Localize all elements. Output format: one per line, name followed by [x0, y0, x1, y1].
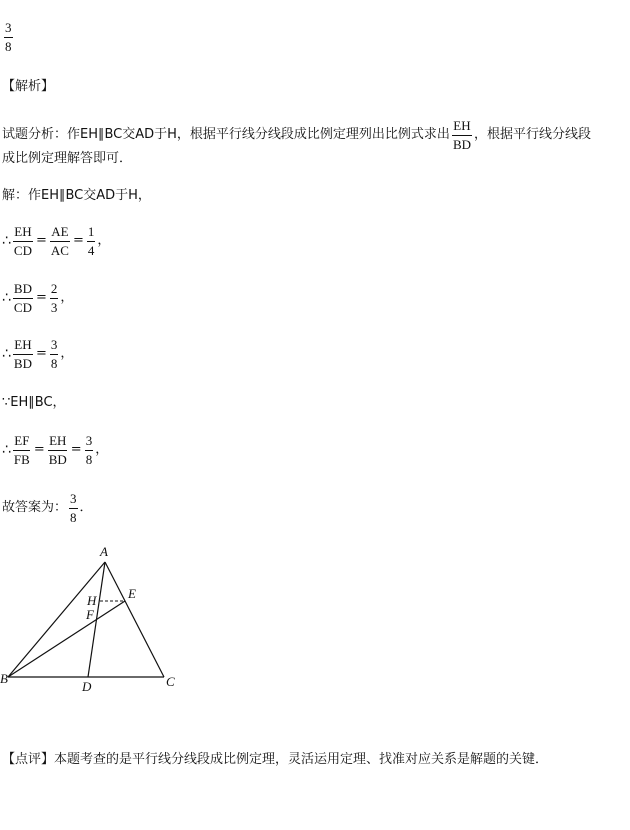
analysis-text-2: ，根据平行线分线段	[474, 127, 592, 142]
fraction-denominator: AC	[50, 242, 69, 258]
fraction-numerator: 3	[4, 20, 13, 38]
fraction-numerator: 2	[50, 281, 59, 299]
answer-prefix: 故答案为：	[2, 500, 68, 515]
step-1-fraction-2	[50, 224, 70, 259]
step-1-fraction-3	[87, 224, 96, 259]
fraction-numerator: BD	[13, 281, 33, 299]
label-H: H	[87, 593, 97, 608]
label-F: F	[86, 607, 94, 622]
fraction-denominator: CD	[13, 299, 32, 315]
analysis-line-2: 成比例定理解答即可．	[2, 151, 133, 166]
therefore-symbol: ∴	[2, 346, 11, 362]
fraction-denominator: 8	[5, 39, 12, 54]
fraction-numerator: 3	[85, 433, 94, 451]
comment-text: 本题考查的是平行线分线段成比例定理，灵活运用定理、找准对应关系是解题的关键．	[54, 752, 549, 767]
label-E: E	[128, 586, 136, 601]
answer-suffix: ．	[79, 500, 93, 515]
answer-fraction	[69, 491, 78, 526]
solution-intro: 解：作EH∥BC交AD于H，	[2, 188, 151, 203]
step-1-fraction-1	[13, 224, 33, 259]
fraction-numerator: EF	[13, 433, 30, 451]
step-2	[2, 281, 73, 315]
equals-sign: =	[70, 442, 82, 457]
top-answer	[2, 20, 15, 55]
comment-heading: 【点评】	[2, 752, 55, 767]
step-5-fraction-2	[48, 433, 68, 468]
fraction-numerator: EH	[48, 433, 67, 451]
comma: ，	[97, 233, 111, 248]
step-2-fraction-1	[13, 281, 33, 316]
comma: ，	[60, 346, 74, 361]
fraction-denominator: BD	[452, 136, 471, 152]
fraction-numerator: EH	[452, 118, 471, 136]
fraction-numerator: EH	[13, 337, 32, 355]
analysis-text-1: 试题分析：作EH∥BC交AD于H，根据平行线分线段成比例定理列出比例式求出	[2, 127, 450, 142]
top-answer-fraction	[4, 20, 13, 55]
analysis-fraction	[452, 118, 472, 153]
step-3	[2, 337, 73, 371]
label-D: D	[82, 679, 92, 694]
fraction-numerator: 3	[69, 491, 78, 509]
fraction-denominator: FB	[13, 451, 30, 467]
fraction-denominator: 3	[50, 299, 58, 315]
analysis-heading: 【解析】	[2, 79, 55, 94]
comma: ，	[95, 442, 109, 457]
comment-line	[2, 751, 548, 769]
label-A: A	[100, 544, 108, 559]
step-4: ∵EH∥BC，	[2, 395, 66, 410]
step-5-fraction-3	[85, 433, 94, 468]
fraction-denominator: 8	[85, 451, 93, 467]
label-B: B	[0, 671, 8, 686]
step-2-fraction-2	[50, 281, 59, 316]
fraction-numerator: AE	[50, 224, 69, 242]
side-AC	[105, 562, 164, 677]
equals-sign: =	[35, 233, 47, 248]
comma: ，	[60, 290, 74, 305]
analysis-line-1	[2, 118, 591, 152]
equals-sign: =	[35, 290, 47, 305]
therefore-symbol: ∴	[2, 442, 11, 458]
therefore-symbol: ∴	[2, 233, 11, 249]
therefore-symbol: ∴	[2, 290, 11, 306]
step-3-fraction-2	[50, 337, 59, 372]
fraction-denominator: 8	[50, 355, 58, 371]
fraction-numerator: EH	[13, 224, 32, 242]
equals-sign: =	[35, 346, 47, 361]
step-1	[2, 224, 110, 258]
label-C: C	[166, 674, 175, 689]
fraction-numerator: 1	[87, 224, 96, 242]
segment-BE	[8, 601, 125, 677]
fraction-denominator: 8	[70, 509, 77, 525]
fraction-denominator: BD	[48, 451, 67, 467]
final-answer	[2, 491, 93, 525]
fraction-denominator: 4	[87, 242, 95, 258]
equals-sign: =	[72, 233, 84, 248]
step-3-fraction-1	[13, 337, 33, 372]
step-5	[2, 433, 108, 467]
fraction-denominator: CD	[13, 242, 32, 258]
equals-sign: =	[33, 442, 45, 457]
step-5-fraction-1	[13, 433, 31, 468]
fraction-numerator: 3	[50, 337, 59, 355]
fraction-denominator: BD	[13, 355, 32, 371]
triangle-figure	[0, 540, 200, 700]
